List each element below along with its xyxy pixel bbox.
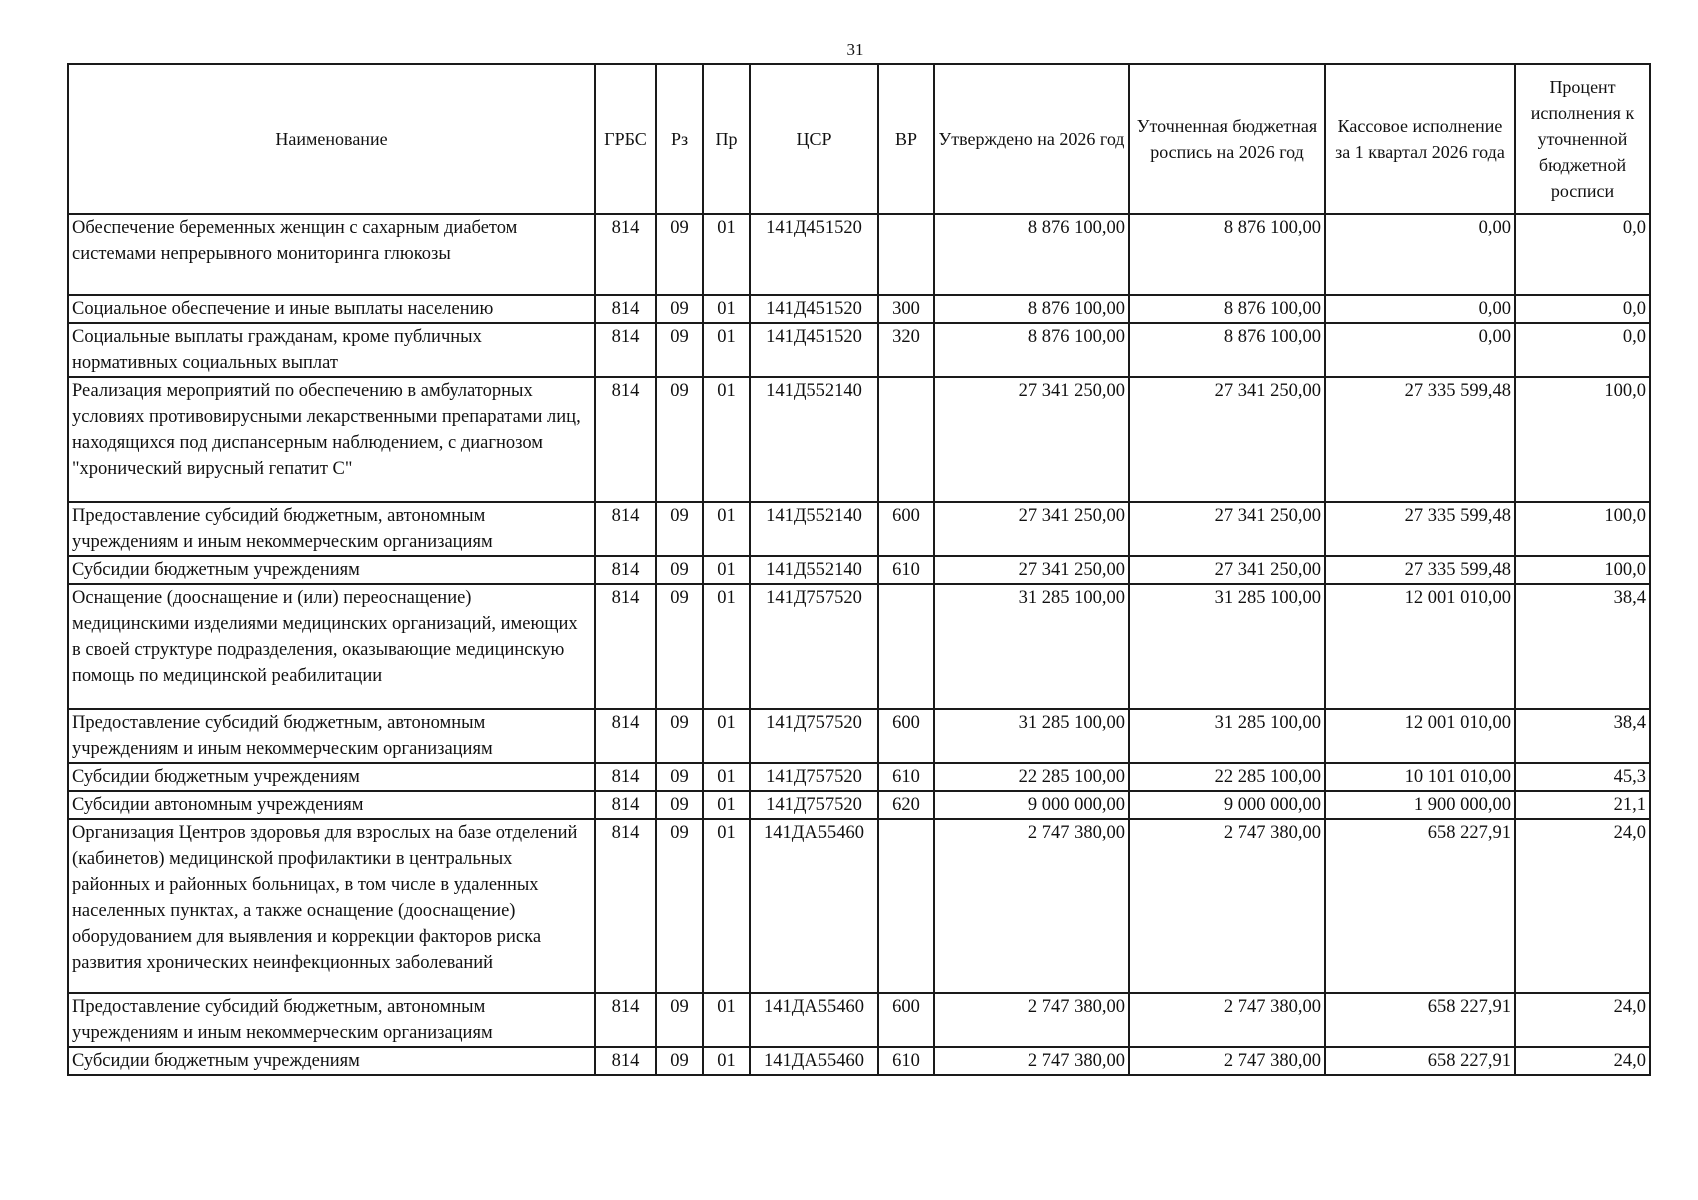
cell-name: Обеспечение беременных женщин с сахарным диабетом системами непрерывного мониторинга глюкозы (68, 214, 595, 295)
cell-grbs: 814 (595, 1047, 656, 1075)
cell-vr: 610 (878, 763, 934, 791)
cell-approved: 9 000 000,00 (934, 791, 1129, 819)
cell-rz: 09 (656, 556, 703, 584)
cell-approved: 8 876 100,00 (934, 214, 1129, 295)
cell-refined: 27 341 250,00 (1129, 556, 1325, 584)
budget-table (67, 63, 1651, 1076)
cell-approved: 31 285 100,00 (934, 584, 1129, 709)
cell-cash: 658 227,91 (1325, 819, 1515, 993)
header-csr: ЦСР (750, 64, 878, 214)
cell-approved: 2 747 380,00 (934, 1047, 1129, 1075)
cell-name: Оснащение (дооснащение и (или) переоснащение) медицинскими изделиями медицинских организаций, имеющих в своей структуре подразделения, оказывающие медицинскую помощь по медицинской реабилитации (68, 584, 595, 709)
table-row (68, 1047, 1650, 1075)
cell-refined: 2 747 380,00 (1129, 993, 1325, 1047)
header-refined: Уточненная бюджетная роспись на 2026 год (1129, 64, 1325, 214)
header-vr: ВР (878, 64, 934, 214)
cell-refined: 2 747 380,00 (1129, 819, 1325, 993)
cell-percent: 100,0 (1515, 377, 1650, 502)
cell-vr (878, 819, 934, 993)
cell-vr: 300 (878, 295, 934, 323)
cell-rz: 09 (656, 295, 703, 323)
table-row (68, 819, 1650, 993)
cell-cash: 0,00 (1325, 295, 1515, 323)
cell-pr: 01 (703, 791, 750, 819)
cell-percent: 24,0 (1515, 1047, 1650, 1075)
cell-grbs: 814 (595, 214, 656, 295)
cell-cash: 10 101 010,00 (1325, 763, 1515, 791)
table-row (68, 502, 1650, 556)
cell-rz: 09 (656, 791, 703, 819)
header-percent: Процент исполнения к уточненной бюджетной росписи (1515, 64, 1650, 214)
cell-cash: 1 900 000,00 (1325, 791, 1515, 819)
cell-vr (878, 377, 934, 502)
cell-csr: 141Д552140 (750, 502, 878, 556)
cell-rz: 09 (656, 993, 703, 1047)
cell-name: Субсидии бюджетным учреждениям (68, 1047, 595, 1075)
cell-pr: 01 (703, 709, 750, 763)
cell-grbs: 814 (595, 709, 656, 763)
table-row (68, 584, 1650, 709)
cell-refined: 27 341 250,00 (1129, 502, 1325, 556)
cell-name: Субсидии автономным учреждениям (68, 791, 595, 819)
cell-cash: 658 227,91 (1325, 993, 1515, 1047)
cell-approved: 22 285 100,00 (934, 763, 1129, 791)
table-row (68, 791, 1650, 819)
cell-vr: 320 (878, 323, 934, 377)
cell-refined: 8 876 100,00 (1129, 295, 1325, 323)
cell-cash: 27 335 599,48 (1325, 502, 1515, 556)
cell-rz: 09 (656, 763, 703, 791)
cell-vr (878, 584, 934, 709)
cell-vr: 610 (878, 556, 934, 584)
cell-rz: 09 (656, 502, 703, 556)
cell-cash: 658 227,91 (1325, 1047, 1515, 1075)
cell-percent: 100,0 (1515, 556, 1650, 584)
cell-csr: 141Д451520 (750, 295, 878, 323)
cell-grbs: 814 (595, 295, 656, 323)
header-pr: Пр (703, 64, 750, 214)
cell-rz: 09 (656, 214, 703, 295)
page-number: 31 (846, 40, 864, 59)
cell-vr: 600 (878, 993, 934, 1047)
cell-csr: 141Д757520 (750, 791, 878, 819)
cell-cash: 27 335 599,48 (1325, 377, 1515, 502)
cell-approved: 27 341 250,00 (934, 377, 1129, 502)
cell-approved: 31 285 100,00 (934, 709, 1129, 763)
cell-pr: 01 (703, 763, 750, 791)
table-row (68, 763, 1650, 791)
cell-rz: 09 (656, 323, 703, 377)
cell-refined: 31 285 100,00 (1129, 709, 1325, 763)
cell-vr: 600 (878, 502, 934, 556)
header-approved: Утверждено на 2026 год (934, 64, 1129, 214)
cell-percent: 0,0 (1515, 295, 1650, 323)
cell-grbs: 814 (595, 791, 656, 819)
cell-refined: 27 341 250,00 (1129, 377, 1325, 502)
cell-grbs: 814 (595, 819, 656, 993)
cell-percent: 21,1 (1515, 791, 1650, 819)
cell-rz: 09 (656, 1047, 703, 1075)
cell-cash: 12 001 010,00 (1325, 584, 1515, 709)
cell-pr: 01 (703, 556, 750, 584)
cell-grbs: 814 (595, 323, 656, 377)
cell-refined: 31 285 100,00 (1129, 584, 1325, 709)
cell-grbs: 814 (595, 556, 656, 584)
cell-name: Реализация мероприятий по обеспечению в амбулаторных условиях противовирусными лекарственными препаратами лиц, находящихся под диспансерным наблюдением, с диагнозом "хронический вирусный гепатит С" (68, 377, 595, 502)
cell-grbs: 814 (595, 377, 656, 502)
table-row (68, 323, 1650, 377)
cell-pr: 01 (703, 377, 750, 502)
cell-percent: 0,0 (1515, 214, 1650, 295)
cell-approved: 2 747 380,00 (934, 993, 1129, 1047)
cell-name: Субсидии бюджетным учреждениям (68, 763, 595, 791)
cell-cash: 0,00 (1325, 214, 1515, 295)
cell-pr: 01 (703, 819, 750, 993)
cell-refined: 22 285 100,00 (1129, 763, 1325, 791)
header-grbs: ГРБС (595, 64, 656, 214)
cell-name: Предоставление субсидий бюджетным, автономным учреждениям и иным некоммерческим организациям (68, 502, 595, 556)
cell-refined: 8 876 100,00 (1129, 214, 1325, 295)
cell-percent: 100,0 (1515, 502, 1650, 556)
cell-cash: 12 001 010,00 (1325, 709, 1515, 763)
cell-csr: 141ДА55460 (750, 993, 878, 1047)
cell-csr: 141Д451520 (750, 323, 878, 377)
cell-approved: 2 747 380,00 (934, 819, 1129, 993)
cell-percent: 24,0 (1515, 819, 1650, 993)
cell-vr: 610 (878, 1047, 934, 1075)
cell-approved: 27 341 250,00 (934, 502, 1129, 556)
header-cash: Кассовое исполнение за 1 квартал 2026 года (1325, 64, 1515, 214)
cell-name: Предоставление субсидий бюджетным, автономным учреждениям и иным некоммерческим организациям (68, 993, 595, 1047)
cell-grbs: 814 (595, 993, 656, 1047)
cell-pr: 01 (703, 502, 750, 556)
cell-approved: 27 341 250,00 (934, 556, 1129, 584)
table-body (68, 214, 1650, 1075)
cell-refined: 9 000 000,00 (1129, 791, 1325, 819)
table-header-row (68, 64, 1650, 214)
cell-pr: 01 (703, 295, 750, 323)
cell-pr: 01 (703, 1047, 750, 1075)
table-row (68, 377, 1650, 502)
cell-grbs: 814 (595, 763, 656, 791)
cell-grbs: 814 (595, 584, 656, 709)
cell-grbs: 814 (595, 502, 656, 556)
table-row (68, 214, 1650, 295)
cell-csr: 141Д757520 (750, 584, 878, 709)
cell-refined: 8 876 100,00 (1129, 323, 1325, 377)
cell-csr: 141Д757520 (750, 763, 878, 791)
cell-rz: 09 (656, 819, 703, 993)
cell-pr: 01 (703, 584, 750, 709)
table-row (68, 709, 1650, 763)
cell-pr: 01 (703, 214, 750, 295)
cell-cash: 0,00 (1325, 323, 1515, 377)
cell-percent: 45,3 (1515, 763, 1650, 791)
cell-name: Предоставление субсидий бюджетным, автономным учреждениям и иным некоммерческим организациям (68, 709, 595, 763)
cell-rz: 09 (656, 377, 703, 502)
cell-pr: 01 (703, 323, 750, 377)
cell-name: Социальное обеспечение и иные выплаты населению (68, 295, 595, 323)
cell-refined: 2 747 380,00 (1129, 1047, 1325, 1075)
cell-percent: 38,4 (1515, 709, 1650, 763)
cell-csr: 141ДА55460 (750, 1047, 878, 1075)
cell-csr: 141Д757520 (750, 709, 878, 763)
cell-cash: 27 335 599,48 (1325, 556, 1515, 584)
cell-name: Организация Центров здоровья для взрослых на базе отделений (кабинетов) медицинской профилактики в центральных районных и районных больницах, в том числе в удаленных населенных пунктах, а также оснащение (дооснащение) оборудованием для выявления и коррекции факторов риска развития хронических неинфекционных заболеваний (68, 819, 595, 993)
table-row (68, 556, 1650, 584)
header-rz: Рз (656, 64, 703, 214)
cell-vr: 600 (878, 709, 934, 763)
table-row (68, 993, 1650, 1047)
cell-percent: 0,0 (1515, 323, 1650, 377)
cell-rz: 09 (656, 709, 703, 763)
cell-vr (878, 214, 934, 295)
cell-percent: 24,0 (1515, 993, 1650, 1047)
cell-csr: 141Д451520 (750, 214, 878, 295)
cell-approved: 8 876 100,00 (934, 323, 1129, 377)
cell-approved: 8 876 100,00 (934, 295, 1129, 323)
cell-percent: 38,4 (1515, 584, 1650, 709)
cell-name: Субсидии бюджетным учреждениям (68, 556, 595, 584)
cell-csr: 141Д552140 (750, 556, 878, 584)
cell-csr: 141Д552140 (750, 377, 878, 502)
cell-rz: 09 (656, 584, 703, 709)
cell-pr: 01 (703, 993, 750, 1047)
table-row (68, 295, 1650, 323)
cell-vr: 620 (878, 791, 934, 819)
cell-csr: 141ДА55460 (750, 819, 878, 993)
cell-name: Социальные выплаты гражданам, кроме публичных нормативных социальных выплат (68, 323, 595, 377)
header-name: Наименование (68, 64, 595, 214)
